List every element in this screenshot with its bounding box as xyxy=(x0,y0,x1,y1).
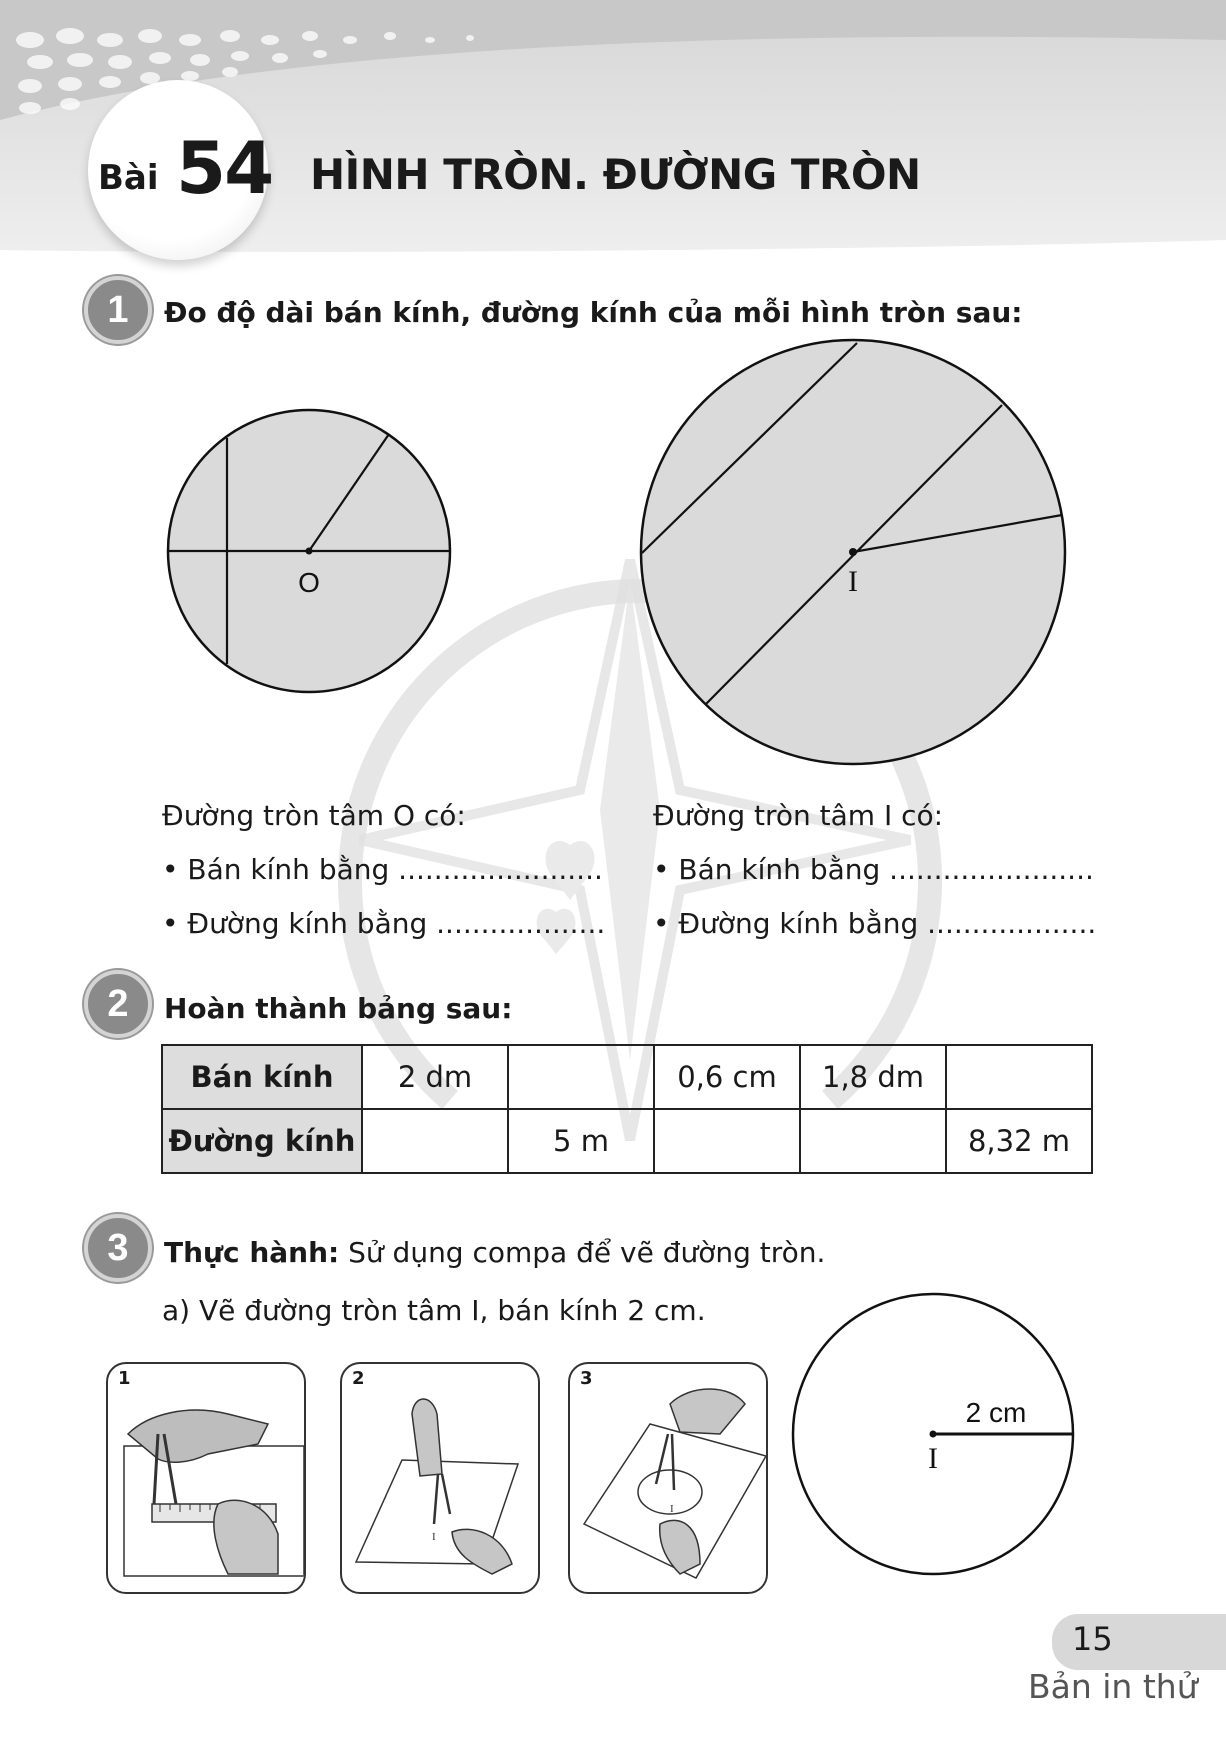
draft-label: Bản in thử xyxy=(1028,1667,1198,1706)
step-3-number: 3 xyxy=(580,1368,593,1389)
circle-i-heading: Đường tròn tâm I có: xyxy=(653,799,944,832)
step-1-illustration xyxy=(106,1362,306,1594)
circle-o-diameter-line: • Đường kính bằng ................... xyxy=(162,907,606,940)
exercise-3-instruction xyxy=(164,1236,825,1269)
diameter-cell-5: 8,32 m xyxy=(946,1109,1092,1173)
circle-o-radius-line: • Bán kính bằng ....................... xyxy=(162,853,603,886)
table-row-radius xyxy=(162,1045,1092,1109)
radius-cell-5[interactable] xyxy=(946,1045,1092,1109)
ruler-compass-icon xyxy=(108,1364,304,1592)
lesson-title: HÌNH TRÒN. ĐƯỜNG TRÒN xyxy=(310,150,921,199)
circle-o-figure xyxy=(160,400,460,700)
page-number: 15 xyxy=(1072,1620,1113,1658)
step-2-illustration xyxy=(340,1362,540,1594)
diameter-cell-1[interactable] xyxy=(362,1109,508,1173)
diameter-cell-2: 5 m xyxy=(508,1109,654,1173)
diameter-cell-3[interactable] xyxy=(654,1109,800,1173)
step-3-illustration xyxy=(568,1362,768,1594)
exercise-2-number-badge: 2 xyxy=(84,970,152,1038)
circle-i-radius-line: • Bán kính bằng ....................... xyxy=(653,853,1094,886)
radius-cell-1: 2 dm xyxy=(362,1045,508,1109)
compass-on-paper-icon xyxy=(342,1364,538,1592)
row-header-radius: Bán kính xyxy=(162,1045,362,1109)
example-circle-figure xyxy=(788,1286,1078,1576)
diameter-cell-4[interactable] xyxy=(800,1109,946,1173)
exercise-3-part-a: a) Vẽ đường tròn tâm I, bán kính 2 cm. xyxy=(162,1294,706,1327)
exercise-2-instruction: Hoàn thành bảng sau: xyxy=(164,992,513,1025)
svg-text:I: I xyxy=(670,1503,674,1515)
radius-diameter-table xyxy=(161,1044,1093,1174)
exercise-3-instruction-bold: Thực hành: xyxy=(164,1236,340,1269)
exercise-3-number-badge: 3 xyxy=(84,1214,152,1282)
exercise-1-instruction: Đo độ dài bán kính, đường kính của mỗi hình tròn sau: xyxy=(164,296,1023,329)
radius-cell-3: 0,6 cm xyxy=(654,1045,800,1109)
radius-cell-2[interactable] xyxy=(508,1045,654,1109)
compass-drawing-circle-icon xyxy=(570,1364,766,1592)
circle-o-center-label: O xyxy=(298,567,320,598)
exercise-1-number-badge: 1 xyxy=(84,276,152,344)
lesson-number: 54 xyxy=(176,126,273,210)
exercise-3-instruction-rest: Sử dụng compa để vẽ đường tròn. xyxy=(348,1236,826,1269)
circle-o-heading: Đường tròn tâm O có: xyxy=(162,799,466,832)
svg-text:I: I xyxy=(432,1531,436,1543)
table-row-diameter xyxy=(162,1109,1092,1173)
example-circle-radius-label: 2 cm xyxy=(965,1397,1027,1428)
circle-i-diameter-line: • Đường kính bằng ................... xyxy=(653,907,1097,940)
row-header-diameter: Đường kính xyxy=(162,1109,362,1173)
circle-i-figure xyxy=(630,335,1070,775)
radius-cell-4: 1,8 dm xyxy=(800,1045,946,1109)
step-1-number: 1 xyxy=(118,1368,131,1389)
circle-i-center-label: I xyxy=(848,565,858,598)
example-circle-center-label: I xyxy=(928,1442,938,1475)
step-2-number: 2 xyxy=(352,1368,365,1389)
lesson-word: Bài xyxy=(98,158,159,198)
